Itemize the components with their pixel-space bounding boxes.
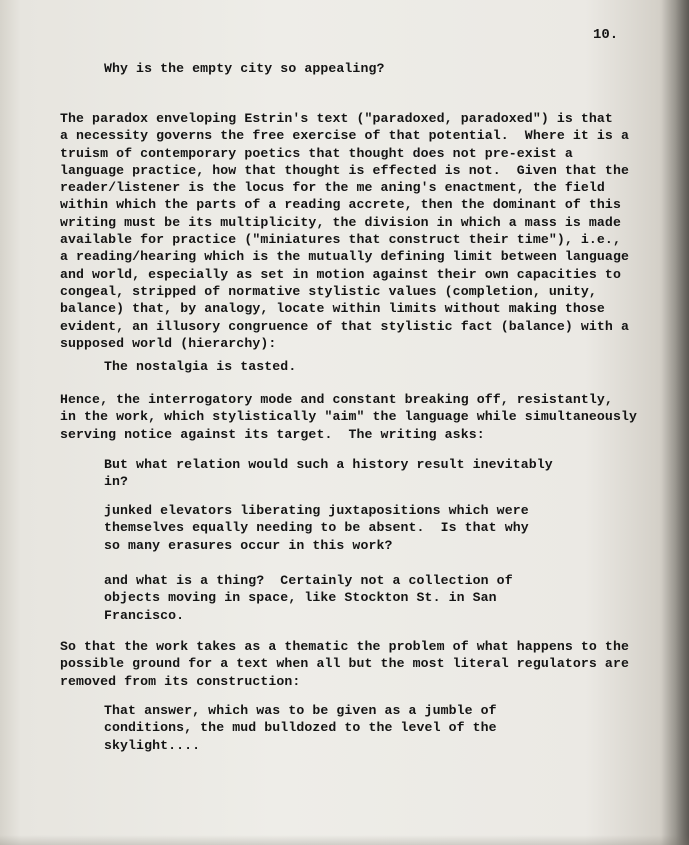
section-heading: Why is the empty city so appealing? [104, 61, 385, 76]
paragraph-1: The paradox enveloping Estrin's text ("paradoxed, paradoxed") is that a necessity governs the free exercise of that potential. Where it is a truism of contemporary poetics that thought does not pre-exist a language practice, how that thought is effected is not. Given that the reader/listener is the locus for the me aning's enactment, the field within which the parts of a reading accrete, then the dominant of this writing must be its multiplicity, the division in which a mass is made available for practice ("miniatures that construct their time"), i.e., a reading/hearing which is the mutually defining limit between language and world, especially as set in motion against their own capacities to congeal, stripped of normative stylistic values (completion, unity, balance) that, by analogy, locate within limits without making those evident, an illusory congruence of that stylistic fact (balance) with a supposed world (hierarchy): [60, 111, 629, 351]
page-edge-shadow [659, 0, 689, 845]
quote-5: That answer, which was to be given as a jumble of conditions, the mud bulldozed to the level of the skylight.... [104, 703, 497, 753]
paragraph-2: Hence, the interrogatory mode and constant breaking off, resistantly, in the work, which stylistically "aim" the language while simultaneously serving notice against its target. The writing asks: [60, 392, 637, 442]
quote-2: But what relation would such a history result inevitably in? [104, 457, 553, 490]
paragraph-3: So that the work takes as a thematic the problem of what happens to the possible ground for a text when all but the most literal regulators are removed from its construction: [60, 639, 629, 689]
page-number: 10. [593, 27, 619, 43]
quote-4: and what is a thing? Certainly not a collection of objects moving in space, like Stockton St. in San Francisco. [104, 573, 513, 623]
quote-1: The nostalgia is tasted. [104, 359, 297, 374]
quote-3: junked elevators liberating juxtapositions which were themselves equally needing to be absent. Is that why so many erasures occur in this work? [104, 503, 529, 553]
page-bottom-shadow [0, 835, 689, 845]
